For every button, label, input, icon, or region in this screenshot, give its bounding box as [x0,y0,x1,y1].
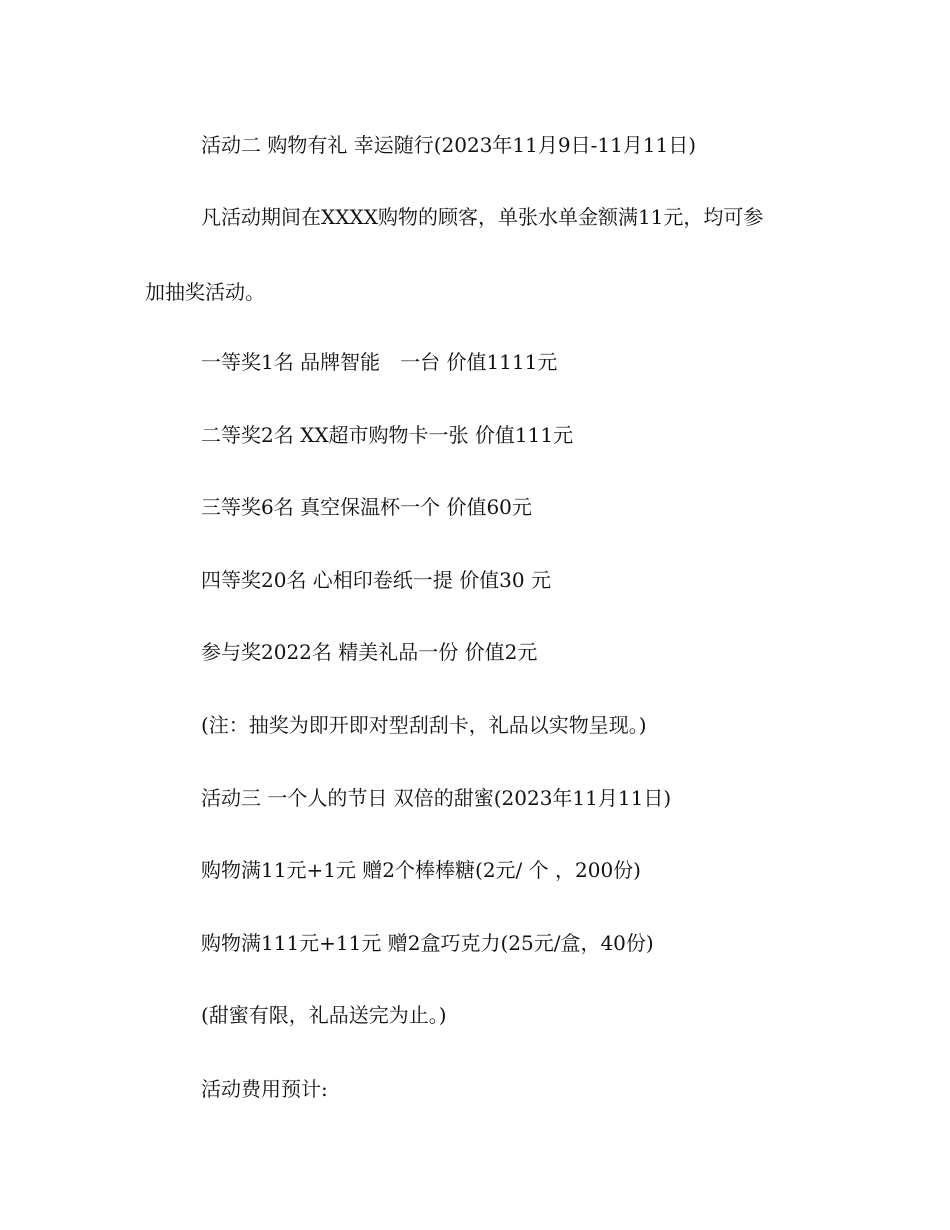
first-prize-line: 一等奖1名 品牌智能 一台 价值1111元 [201,350,558,374]
cost-estimate-heading: 活动费用预计: [201,1077,328,1101]
gift-limit-note: (甜蜜有限，礼品送完为止。) [201,1003,447,1027]
fourth-prize-line: 四等奖20名 心相印卷纸一提 价值30 元 [201,568,551,592]
third-prize-line: 三等奖6名 真空保温杯一个 价值60元 [201,495,532,519]
second-prize-line: 二等奖2名 XX超市购物卡一张 价值111元 [201,423,574,447]
activity-three-heading: 活动三 一个人的节日 双倍的甜蜜(2023年11月11日) [201,786,672,810]
lottery-note: (注：抽奖为即开即对型刮刮卡，礼品以实物呈现。) [201,713,647,737]
lollipop-offer-line: 购物满11元+1元 赠2个棒棒糖(2元/ 个 ，200份) [201,858,641,882]
activity-two-heading: 活动二 购物有礼 幸运随行(2023年11月9日-11月11日) [201,133,697,157]
activity-two-description: 凡活动期间在XXXX购物的顾客，单张水单金额满11元，均可参 [201,205,764,229]
chocolate-offer-line: 购物满111元+11元 赠2盒巧克力(25元/盒，40份) [201,931,654,955]
participation-prize-line: 参与奖2022名 精美礼品一份 价值2元 [201,640,538,664]
activity-two-description-continued: 加抽奖活动。 [145,280,265,304]
